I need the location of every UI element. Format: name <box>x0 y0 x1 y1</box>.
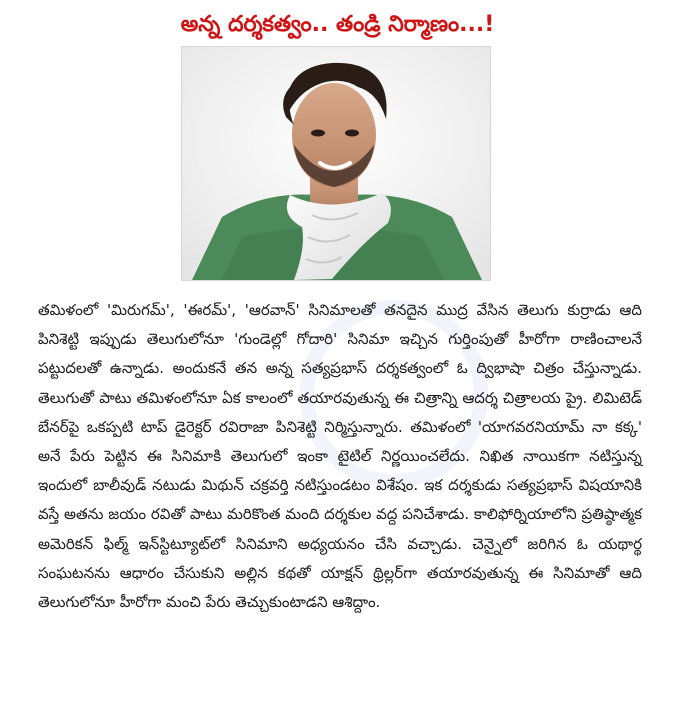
article-headline: అన్న దర్శకత్వం.. తండ్రి నిర్మాణం...! <box>180 12 495 37</box>
article-photo <box>181 46 491 281</box>
actor-portrait-image <box>182 47 490 280</box>
article-body-text: తమిళంలో 'మిరుగమ్', 'ఈరమ్', 'ఆరవాన్' సినిమాలతో తనదైన ముద్ర వేసిన తెలుగు కుర్రాడు ఆది పినిశెట్టి ఇప్పుడు తెలుగులోనూ 'గుండెల్లో గోదారి' సినిమా ఇచ్చిన గుర్తింపుతో హీరోగా రాణించాలనే పట్టుదలతో ఉన్నాడు. అందుకనే తన అన్న సత్యప్రభాస్ దర్శకత్వంలో ఓ ద్విభాషా చిత్రం చేస్తున్నాడు. తెలుగుతో పాటు తమిళంలోనూ ఏక కాలంలో తయారవుతున్న ఈ చిత్రాన్ని ఆదర్శ చిత్రాలయ ప్రై. లిమిటెడ్ బేనర్‌పై ఒకప్పటి టాప్ డైరెక్టర్ రవిరాజా పినిశెట్టి నిర్మిస్తున్నారు. తమిళంలో 'యాగవరనియామ్ నా కక్క' అనే పేరు పెట్టిన ఈ సినిమాకి తెలుగులో ఇంకా టైటిల్ నిర్ణయించలేదు. నిఖిత నాయికగా నటిస్తున్న ఇందులో బాలీవుడ్ నటుడు మిథున్ చక్రవర్తి నటిస్తుండటం విశేషం. ఇక దర్శకుడు సత్యప్రభాస్ విషయానికి వస్తే అతను జయం రవితో పాటు మరికొంత మంది దర్శకుల వద్ద పనిచేశాడు. కాలిఫోర్నియాలోని ప్రతిష్ఠాత్మక అమెరికన్ ఫిల్మ్ ఇన్‌స్టిట్యూట్‌లో సినిమాని అధ్యయనం చేసి వచ్చాడు. చెన్నైలో జరిగిన ఓ యథార్థ సంఘటనను ఆధారం చేసుకుని అల్లిన కథతో యాక్షన్ థ్రిల్లర్‌గా తయారవుతున్న ఈ సినిమాతో ఆది తెలుగులోనూ హీరోగా మంచి పేరు తెచ్చుకుంటాడని ఆశిద్దాం. <box>38 301 642 612</box>
